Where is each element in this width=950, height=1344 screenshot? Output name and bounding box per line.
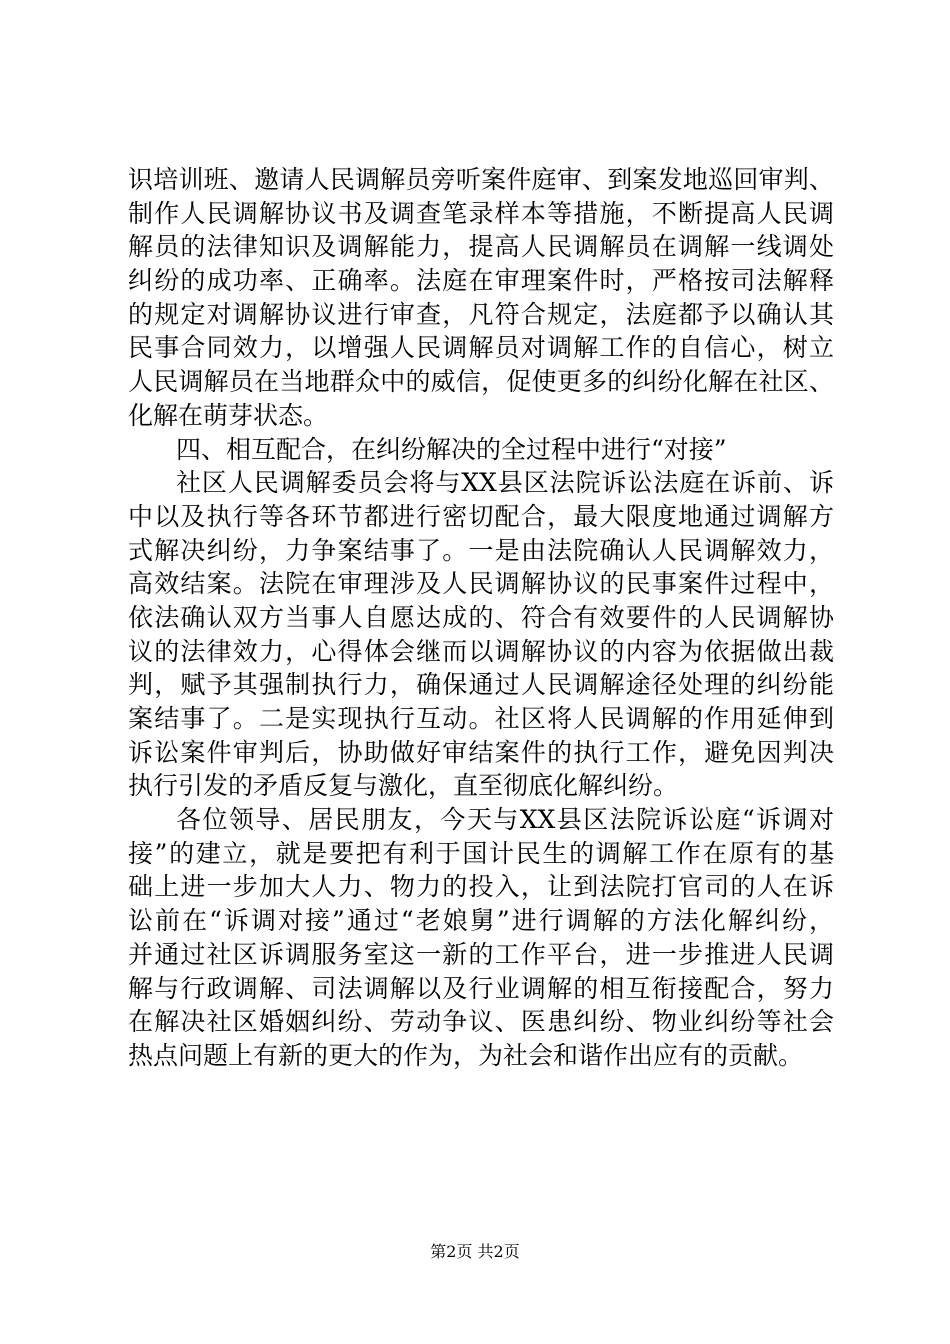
body-line: 判，赋予其强制执行力，确保通过人民调解途径处理的纠纷能: [128, 670, 834, 700]
section-heading: 四、相互配合，在纠纷解决的全过程中进行“对接”: [176, 434, 727, 464]
page-number-label: 第2页 共2页: [430, 1242, 520, 1261]
body-line: 中以及执行等各环节都进行密切配合，最大限度地通过调解方: [128, 501, 834, 531]
body-line: 的规定对调解协议进行审查，凡符合规定，法庭都予以确认其: [128, 299, 834, 329]
body-line: 依法确认双方当事人自愿达成的、符合有效要件的人民调解协: [128, 602, 834, 632]
body-line: 纠纷的成功率、正确率。法庭在审理案件时，严格按司法解释: [128, 266, 834, 296]
body-line: 识培训班、邀请人民调解员旁听案件庭审、到案发地巡回审判、: [128, 165, 834, 194]
body-line: 社区人民调解委员会将与XX县区法院诉讼法庭在诉前、诉: [176, 468, 834, 498]
body-line: 执行引发的矛盾反复与激化，直至彻底化解纠纷。: [128, 771, 679, 801]
body-line: 础上进一步加大人力、物力的投入，让到法院打官司的人在诉: [128, 872, 834, 902]
body-line: 在解决社区婚姻纠纷、劳动争议、医患纠纷、物业纠纷等社会: [128, 1007, 834, 1037]
body-line: 诉讼案件审判后，协助做好审结案件的执行工作，避免因判决: [128, 737, 834, 767]
body-line: 制作人民调解协议书及调查笔录样本等措施，不断提高人民调: [128, 198, 834, 228]
document-body: [128, 163, 834, 1073]
body-line: 民事合同效力，以增强人民调解员对调解工作的自信心，树立: [128, 333, 834, 363]
body-line: 各位领导、居民朋友，今天与XX县区法院诉讼庭“诉调对: [176, 805, 834, 835]
body-line: 讼前在“诉调对接”通过“老娘舅”进行调解的方法化解纠纷，: [128, 906, 834, 936]
page-footer: [0, 1241, 950, 1263]
body-line: 接”的建立，就是要把有利于国计民生的调解工作在原有的基: [128, 838, 834, 868]
body-line: 案结事了。二是实现执行互动。社区将人民调解的作用延伸到: [128, 704, 834, 733]
body-line: 热点问题上有新的更大的作为，为社会和谐作出应有的贡献。: [128, 1040, 804, 1070]
body-line: 高效结案。法院在审理涉及人民调解协议的民事案件过程中，: [128, 569, 834, 599]
body-line: 议的法律效力，心得体会继而以调解协议的内容为依据做出裁: [128, 636, 834, 666]
body-line: 并通过社区诉调服务室这一新的工作平台，进一步推进人民调: [128, 939, 834, 969]
body-line: 解员的法律知识及调解能力，提高人民调解员在调解一线调处: [128, 232, 834, 262]
body-line: 式解决纠纷，力争案结事了。一是由法院确认人民调解效力，: [128, 535, 834, 565]
body-line: 化解在萌芽状态。: [128, 400, 329, 430]
body-line: 解与行政调解、司法调解以及行业调解的相互衔接配合，努力: [128, 973, 834, 1003]
body-line: 人民调解员在当地群众中的威信，促使更多的纠纷化解在社区、: [128, 367, 834, 397]
